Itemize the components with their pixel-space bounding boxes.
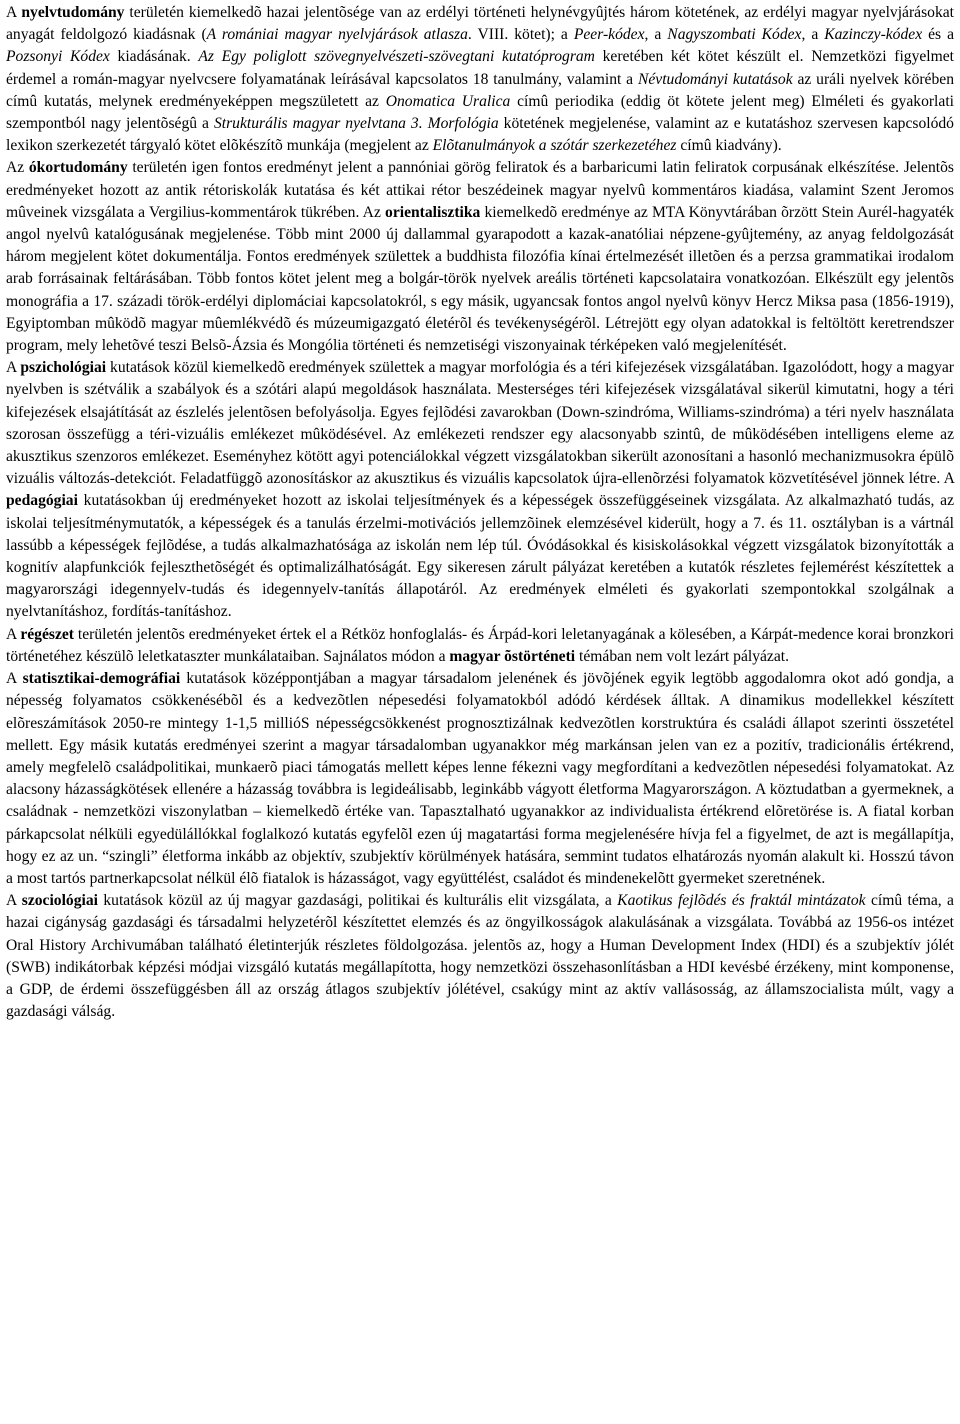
paragraph (6, 2, 954, 157)
italic-title: Kazinczy-kódex (824, 26, 923, 44)
bold-term: statisztikai-demográfiai (22, 670, 181, 688)
document-body (6, 2, 954, 1023)
paragraph (6, 624, 954, 668)
paragraph (6, 668, 954, 890)
text-run: , a (801, 26, 825, 44)
text-run: és a (922, 26, 954, 44)
text-run: területén kiemelkedõ hazai jelentõsége van az erdélyi történeti helynévgyûjtés három kötetének, az erdélyi magyar nyelvjárásokat anyagát feldolgozó kiadásnak ( (6, 4, 954, 44)
text-run: Az (6, 159, 29, 177)
text-run: keretében két kötet készült el. Nemzetközi figyelmet érdemel a román-magyar nyelvcsere folyamatának leírásával kapcsolatos 18 tanulmány, valamint a (6, 48, 955, 88)
text-run: A (6, 4, 22, 21)
italic-title: Elõtanulmányok a szótár szerkezetéhez (432, 137, 677, 155)
italic-title: Névtudományi kutatások (637, 70, 793, 88)
paragraph (6, 357, 954, 623)
bold-term: régészet (20, 625, 74, 643)
text-run: kutatásokban új eredményeket hozott az iskolai teljesítmények és a képességek összefüggéseinek vizsgálata. Az alkalmazható tudás, az iskolai teljesítménymutatók, a képességek és a tanulás érzelmi-motivációs jellemzõinek elemzésével kiderült, hogy a 7. és 11. osztályban is a vártnál lassúbb a képességek fejlõdése, a tudás alkalmazhatósága az iskolán nem lép túl. Óvódásokkal és kisiskolásokkal végzett vizsgálatok bizonyították a kognitív alapfunkciók fejleszthetõségét és optimalizálhatóságát. Egy sikeresen zárult pályázat keretében a kutatók részletes fejlemérést készítettek a magyarországi idegennyelv-tudás és idegennyelv-tanítás állapotáról. Az eredmények elméleti és gyakorlati szempontokkal szolgálnak a nyelvtanításhoz, fordítás-tanításhoz. (6, 492, 954, 621)
bold-term: szociológiai (21, 892, 98, 910)
text-run: A (6, 359, 21, 377)
text-run: kutatások közül az új magyar gazdasági, politikai és kulturális elit vizsgálata, a (98, 892, 618, 910)
text-run: A (6, 625, 21, 643)
text-run: címû téma, a hazai cigányság gazdasági és társadalmi helyzetérõl készítettet elemzés és az öngyilkosságok alakulásának a vizsgálata. Továbbá az 1956-os intézet Oral History Archivumában található életinterjúk részletes földolgozása. jelentõs az, hogy a Human Development Index (HDI) és a szubjektív jólét (SWB) indikátorbak képzési módjai vizsgáló kutatás megállapította, hogy nemzetközi összehasonlításban a HDI kevésbé érzékeny, mint komponense, a GDP, de érdemi összefüggésben áll az ország átlagos szubjektív jólétével, csakúgy mint az aktív vallásosság, az államszocialista múlt, vagy a gazdasági válság. (6, 892, 954, 1021)
text-run: kiadásának. (109, 48, 199, 66)
text-run: , a (644, 26, 668, 44)
italic-title: Strukturális magyar nyelvtana 3. Morfológia (213, 115, 499, 133)
italic-title: A romániai magyar nyelvjárások atlasza (206, 26, 468, 44)
bold-term: ókortudomány (28, 159, 128, 177)
italic-title: Az Egy poliglott szövegnyelvészeti-szövegtani kutatóprogram (198, 48, 595, 66)
bold-term: pszichológiai (20, 359, 107, 377)
italic-title: Kaotikus fejlõdés és fraktál mintázatok (617, 892, 866, 910)
text-run: címû kiadvány). (676, 137, 782, 155)
paragraph (6, 890, 954, 1023)
bold-term: nyelvtudomány (21, 4, 125, 21)
text-run: témában nem volt lezárt pályázat. (575, 647, 790, 665)
bold-term: magyar õstörténeti (449, 647, 576, 665)
text-run: kiemelkedõ eredménye az MTA Könyvtárában õrzött Stein Aurél-hagyaték angol nyelvû katalógusának megjelenése. Több mint 2000 új dallammal gyarapodott a kazak-anatóliai népzene-gyûjtemény, az anyag feldolgozását három megjelent kötet dokumentálja. Fontos eredmények születtek a buddhista filozófia kínai értelmezését illetõen és a perzsa grammatikai irodalom arab forrásainak feltárásában. Több fontos kötet jelent meg a bolgár-török nyelvek areális történeti kapcsolataira vonatkozóan. Elkészült egy jelentõs monográfia a 17. századi török-erdélyi diplomáciai kapcsolatokról, s egy másik, ugyancsak fontos angol nyelvû könyv Hercz Miksa pasa (1856-1919), Egyiptomban mûködõ magyar mûemlékvédõ és múzeumigazgató életérõl és tevékenységérõl. Létrejött egy olyan adatokkal is feltöltött keretrendszer program, mely lehetõvé teszi Belsõ-Ázsia és Mongólia történeti és nemzetiségi viszonyainak térképeken való megjelenítését. (6, 203, 954, 355)
bold-term: pedagógiai (6, 492, 78, 510)
paragraph (6, 157, 954, 357)
text-run: A (6, 892, 22, 910)
text-run: területén igen fontos eredményt jelent a pannóniai görög feliratok és a barbaricumi latin feliratok corpusának elkészítése. Jelentõs eredményeket hozott az antik rétoriskolák kutatása és két attikai rétor beszédeinek magyar nyelvû kommentáros kiadása, valamint Szent Jeromos mûveinek vizsgálata a Vergilius-kommentárok tükrében. Az (6, 159, 954, 221)
italic-title: Peer-kódex (573, 26, 645, 44)
text-run: A (6, 670, 23, 688)
italic-title: Pozsonyi Kódex (6, 48, 110, 66)
text-run: címû periodika (eddig öt kötete jelent meg) Elméleti és gyakorlati szempontból nagy jelentõségû a (6, 92, 954, 133)
italic-title: Onomatica Uralica (385, 92, 511, 110)
text-run: területén jelentõs eredményeket értek el a Rétköz honfoglalás- és Árpád-kori leletanyagának a kölesében, a Kárpát-medence korai bronzkori történetéhez készülõ leletkataszter munkálataiban. Sajnálatos módon a (6, 625, 954, 665)
text-run: az uráli nyelvek körében címû kutatás, melynek eredményeképpen megszületett az (6, 70, 954, 110)
text-run: kutatások középpontjában a magyar társadalom jelenének és jövõjének egyik legtöbb aggodalomra okot adó gondja, a népesség folyamatos csökkenésébõl és a kedvezõtlen népesedési folyamatokból adódó kérdések álltak. A dinamikus modellekkel készített elõreszámítások 2050-re mintegy 1-1,5 millióS népességcsökkenést prognosztizálnak kedvezõtlen korstruktúra és családi állapot szerinti összetétel mellett. Egy másik kutatás eredményei szerint a magyar társadalomban ugyanakkor még markánsan jelen van ez a pozitív, tradicionális értékrend, amely megfelelõ családpolitikai, munkaerõ piaci támogatás mellett képes lenne fékezni vagy megfordítani a kedvezõtlen népesedési folyamatokat. Az alacsony házasságkötések ellenére a házasság továbbra is legideálisabb, leginkább vágyott életforma Magyarországon. A köztudatban a gyermeknek, a családnak - nemzetközi viszonylatban – kiemelkedõ értéke van. Tapasztalható ugyanakkor az individualista értékrend elõretörése is. A fiatal korban párkapcsolat nélküli egyedülállókkal foglalkozó kutatás egyfelõl ezen új magatartási forma megjelenésére hívja fel a figyelmet, de azt is megállapítja, hogy ez az un. “szingli” életforma inkább az objektív, szubjektív körülmények hatására, semmint tudatos elhatározás nyomán alakult ki. Hosszú távon a most tartós partnerkapcsolat nélkül élõ fiatalok is házasságot, vagy együttélést, családot és mindenekelõtt gyermeket szeretnének. (6, 670, 954, 887)
text-run: kötetének megjelenése, valamint az e kutatáshoz szervesen kapcsolódó lexikon szerkezetét tárgyaló kötet elõkészítõ munkája (megjelent az (6, 115, 954, 155)
text-run: . VIII. kötet); a (467, 26, 574, 44)
bold-term: orientalisztika (385, 203, 481, 221)
italic-title: Nagyszombati Kódex (667, 26, 802, 44)
text-run: kutatások közül kiemelkedõ eredmények születtek a magyar morfológia és a téri kifejezések vizsgálatában. Igazolódott, hogy a magyar nyelvben is szétválik a szabályok és a szótári alapú megoldások használata. Mesterséges téri kifejezések vizsgálatával sikerül kimutatni, hogy a téri kifejezések elsajátítását az észlelés jelentõsen befolyásolja. Egyes fejlõdési zavarokban (Down-szindróma, Williams-szindróma) a téri nyelv használata szorosan összefügg a téri-vizuális emlékezet mûködésével. Az emlékezeti rendszer egy alacsonyabb szintû, de mûködésében intelligens eleme az akusztikus szenzoros emlékezet. Eseményhez kötött agyi potenciálokkal végzett vizsgálatokban sikerült azonosítani a hasonló mechanizmusokra épülõ vizuális változás-detekciót. Feladatfüggõ azonosításkor az akusztikus és vizuális kapcsolatok újra-ellenõrzési folyamatok közvetítésével jönnek létre. A (6, 359, 954, 488)
